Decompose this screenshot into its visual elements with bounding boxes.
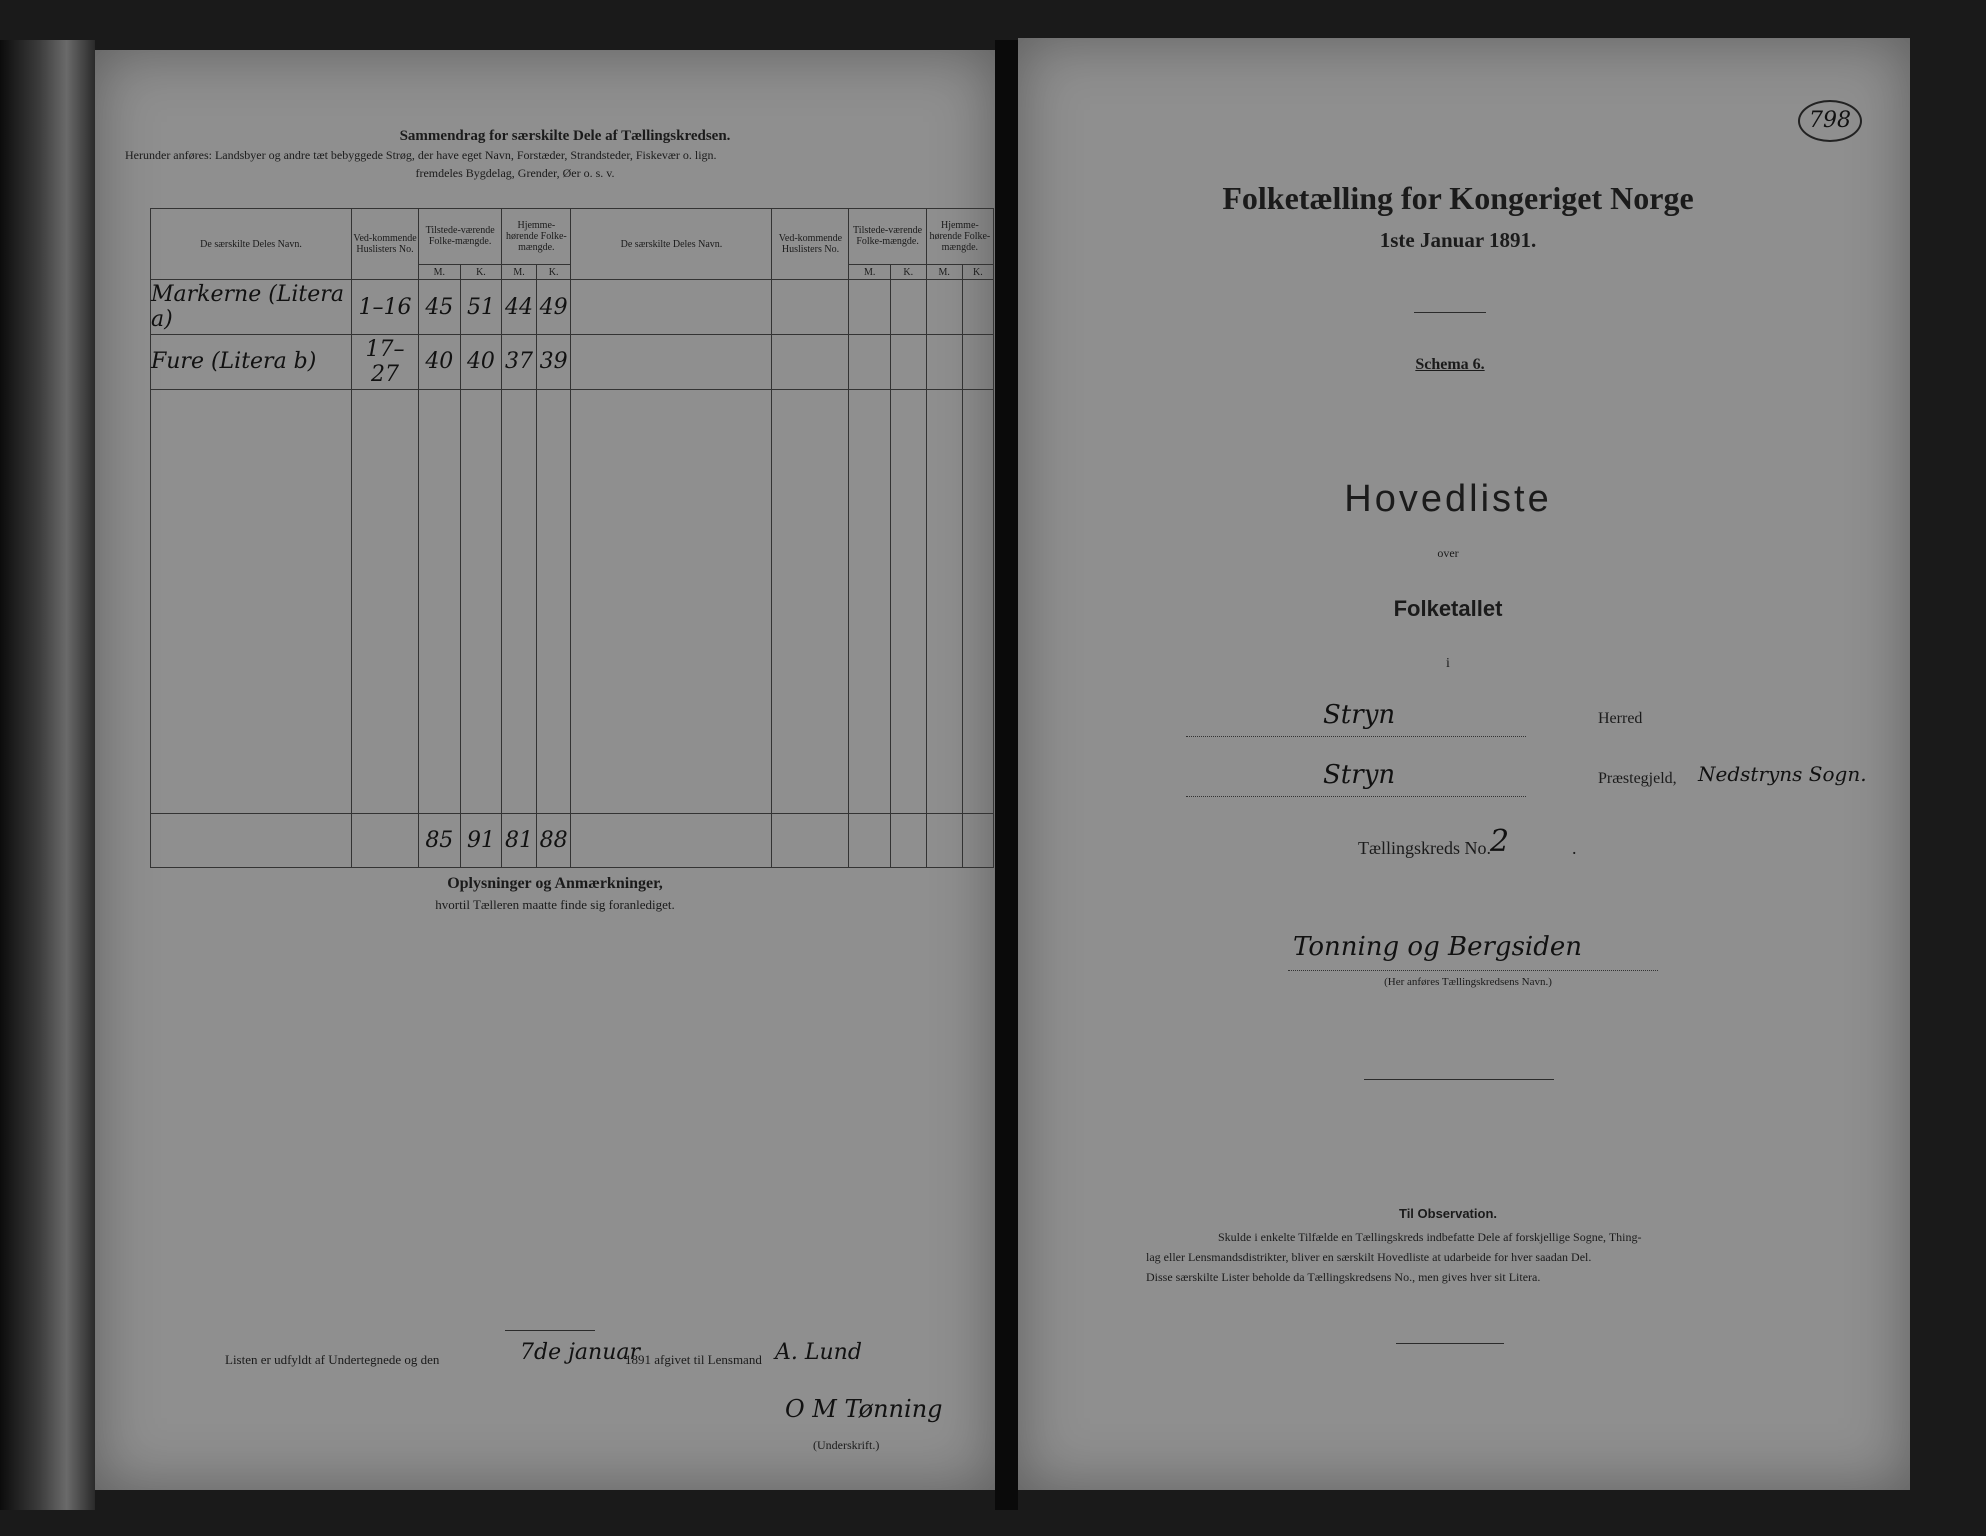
sig-date: 7de januar — [520, 1340, 641, 1365]
total-t-m: 85 — [419, 814, 461, 868]
obs-line-1: Skulde i enkelte Tilfælde en Tællingskreds indbefatte Dele af forskjellige Sogne, Thing- — [1218, 1230, 1642, 1244]
sogn-value: Nedstryns Sogn. — [1698, 762, 1867, 786]
total-h-k: 88 — [536, 814, 571, 868]
prestegjeld-value: Stryn — [1323, 760, 1396, 790]
obs-line-2: lag eller Lensmandsdistrikter, bliver en særskilt Hovedliste at udarbeide for hver saadan Del. — [1146, 1250, 1592, 1264]
row-h-k: 49 — [536, 280, 571, 335]
col-k: K. — [460, 264, 502, 279]
i-label: i — [1446, 656, 1450, 671]
right-page — [1018, 38, 1910, 1490]
row-h-m: 44 — [502, 280, 537, 335]
summary-subtitle-2: fremdeles Bygdelag, Grender, Øer o. s. v. — [415, 166, 615, 180]
col-k: K. — [962, 264, 993, 279]
total-h-m: 81 — [502, 814, 537, 868]
dotted-line — [1186, 796, 1526, 798]
signature: O M Tønning — [785, 1395, 943, 1423]
signature-label: (Underskrift.) — [813, 1438, 880, 1452]
census-title: Folketælling for Kongeriget Norge — [1222, 180, 1694, 216]
col-header-hjemme: Hjemme-hørende Folke-mængde. — [502, 209, 571, 265]
divider — [1414, 312, 1486, 313]
row-name: Markerne (Litera a) — [151, 280, 352, 335]
sig-lensmand: A. Lund — [775, 1340, 862, 1365]
col-header-tilstede-2: Tilstede-værende Folke-mængde. — [849, 209, 926, 265]
row-h-m: 37 — [502, 334, 537, 389]
col-header-husliste-2: Ved-kommende Huslisters No. — [772, 209, 849, 280]
prestegjeld-label: Præstegjeld, — [1598, 770, 1677, 787]
col-m: M. — [926, 264, 962, 279]
kreds-name: Tonning og Bergsiden — [1293, 932, 1582, 962]
over-label: over — [1437, 546, 1459, 560]
dotted-line — [1186, 736, 1526, 738]
col-k: K. — [890, 264, 926, 279]
row-t-m: 45 — [419, 280, 461, 335]
census-date: 1ste Januar 1891. — [1379, 228, 1537, 252]
table-row — [151, 280, 994, 335]
summary-subtitle-1: Herunder anføres: Landsbyer og andre tæt bebyggede Strøg, der have eget Navn, Forstæder, Strandsteder, Fiskevær o. lign. — [125, 148, 717, 162]
divider — [1364, 1079, 1554, 1080]
book-spine — [0, 40, 95, 1510]
sig-text-2: 1891 afgivet til Lensmand — [625, 1352, 762, 1367]
summary-table — [150, 208, 994, 868]
row-no: 1–16 — [352, 280, 419, 335]
col-header-tilstede: Tilstede-værende Folke-mængde. — [419, 209, 502, 265]
book-gutter — [995, 40, 1018, 1510]
herred-value: Stryn — [1323, 700, 1396, 730]
page-number: 798 — [1798, 100, 1862, 142]
col-header-name-2: De særskilte Deles Navn. — [571, 209, 772, 280]
table-row — [151, 334, 994, 389]
summary-title: Sammendrag for særskilte Dele af Tællingskredsen. — [399, 128, 731, 144]
schema-label: Schema 6. — [1415, 356, 1485, 373]
col-m: M. — [502, 264, 537, 279]
obs-title: Til Observation. — [1398, 1206, 1497, 1221]
row-h-k: 39 — [536, 334, 571, 389]
totals-row — [151, 814, 994, 868]
obs-line-3: Disse særskilte Lister beholde da Tællingskredsens No., men gives hver sit Litera. — [1146, 1270, 1541, 1284]
notes-subtitle: hvortil Tælleren maatte finde sig foranlediget. — [435, 897, 675, 912]
notes-title: Oplysninger og Anmærkninger, — [447, 875, 663, 892]
sig-text-1: Listen er udfyldt af Undertegnede og den — [225, 1352, 440, 1367]
left-page — [95, 50, 995, 1490]
kreds-period: . — [1572, 838, 1577, 858]
main-heading: Hovedliste — [1344, 478, 1552, 520]
signature-line — [225, 1340, 995, 1380]
row-name: Fure (Litera b) — [151, 334, 352, 389]
row-t-k: 51 — [460, 280, 502, 335]
col-header-husliste: Ved-kommende Huslisters No. — [352, 209, 419, 280]
kreds-value: 2 — [1490, 824, 1510, 859]
kreds-label: Tællingskreds No. — [1358, 838, 1491, 858]
row-no: 17–27 — [352, 334, 419, 389]
dotted-line — [1288, 970, 1658, 972]
divider — [1396, 1343, 1504, 1344]
row-t-m: 40 — [419, 334, 461, 389]
row-t-k: 40 — [460, 334, 502, 389]
col-header-name: De særskilte Deles Navn. — [151, 209, 352, 280]
total-t-k: 91 — [460, 814, 502, 868]
col-header-hjemme-2: Hjemme-hørende Folke-mængde. — [926, 209, 993, 265]
divider — [505, 1330, 595, 1331]
herred-label: Herred — [1598, 710, 1643, 727]
col-m: M. — [419, 264, 461, 279]
kreds-name-label: (Her anføres Tællingskredsens Navn.) — [1384, 976, 1552, 988]
folketallet-label: Folketallet — [1393, 596, 1503, 621]
col-m: M. — [849, 264, 890, 279]
col-k: K. — [536, 264, 571, 279]
